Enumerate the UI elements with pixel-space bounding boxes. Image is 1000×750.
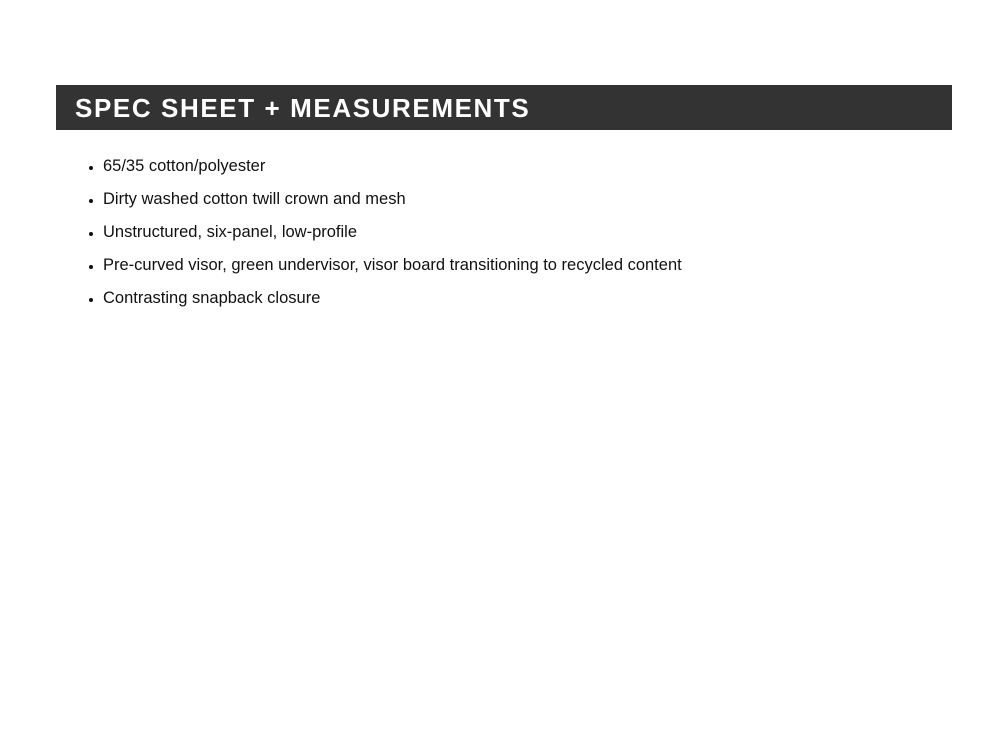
bullet-icon <box>89 199 93 203</box>
spec-text: Pre-curved visor, green undervisor, visor board transitioning to recycled content <box>103 256 682 275</box>
bullet-icon <box>89 166 93 170</box>
spec-text: Contrasting snapback closure <box>103 289 321 308</box>
section-header <box>56 85 952 130</box>
section-title: SPEC SHEET + MEASUREMENTS <box>75 92 531 123</box>
bullet-icon <box>89 232 93 236</box>
spec-text: Unstructured, six-panel, low-profile <box>103 223 358 242</box>
bullet-icon <box>89 265 93 269</box>
bullet-icon <box>89 298 93 302</box>
spec-text: 65/35 cotton/polyester <box>103 157 266 176</box>
spec-text: Dirty washed cotton twill crown and mesh <box>103 190 406 209</box>
